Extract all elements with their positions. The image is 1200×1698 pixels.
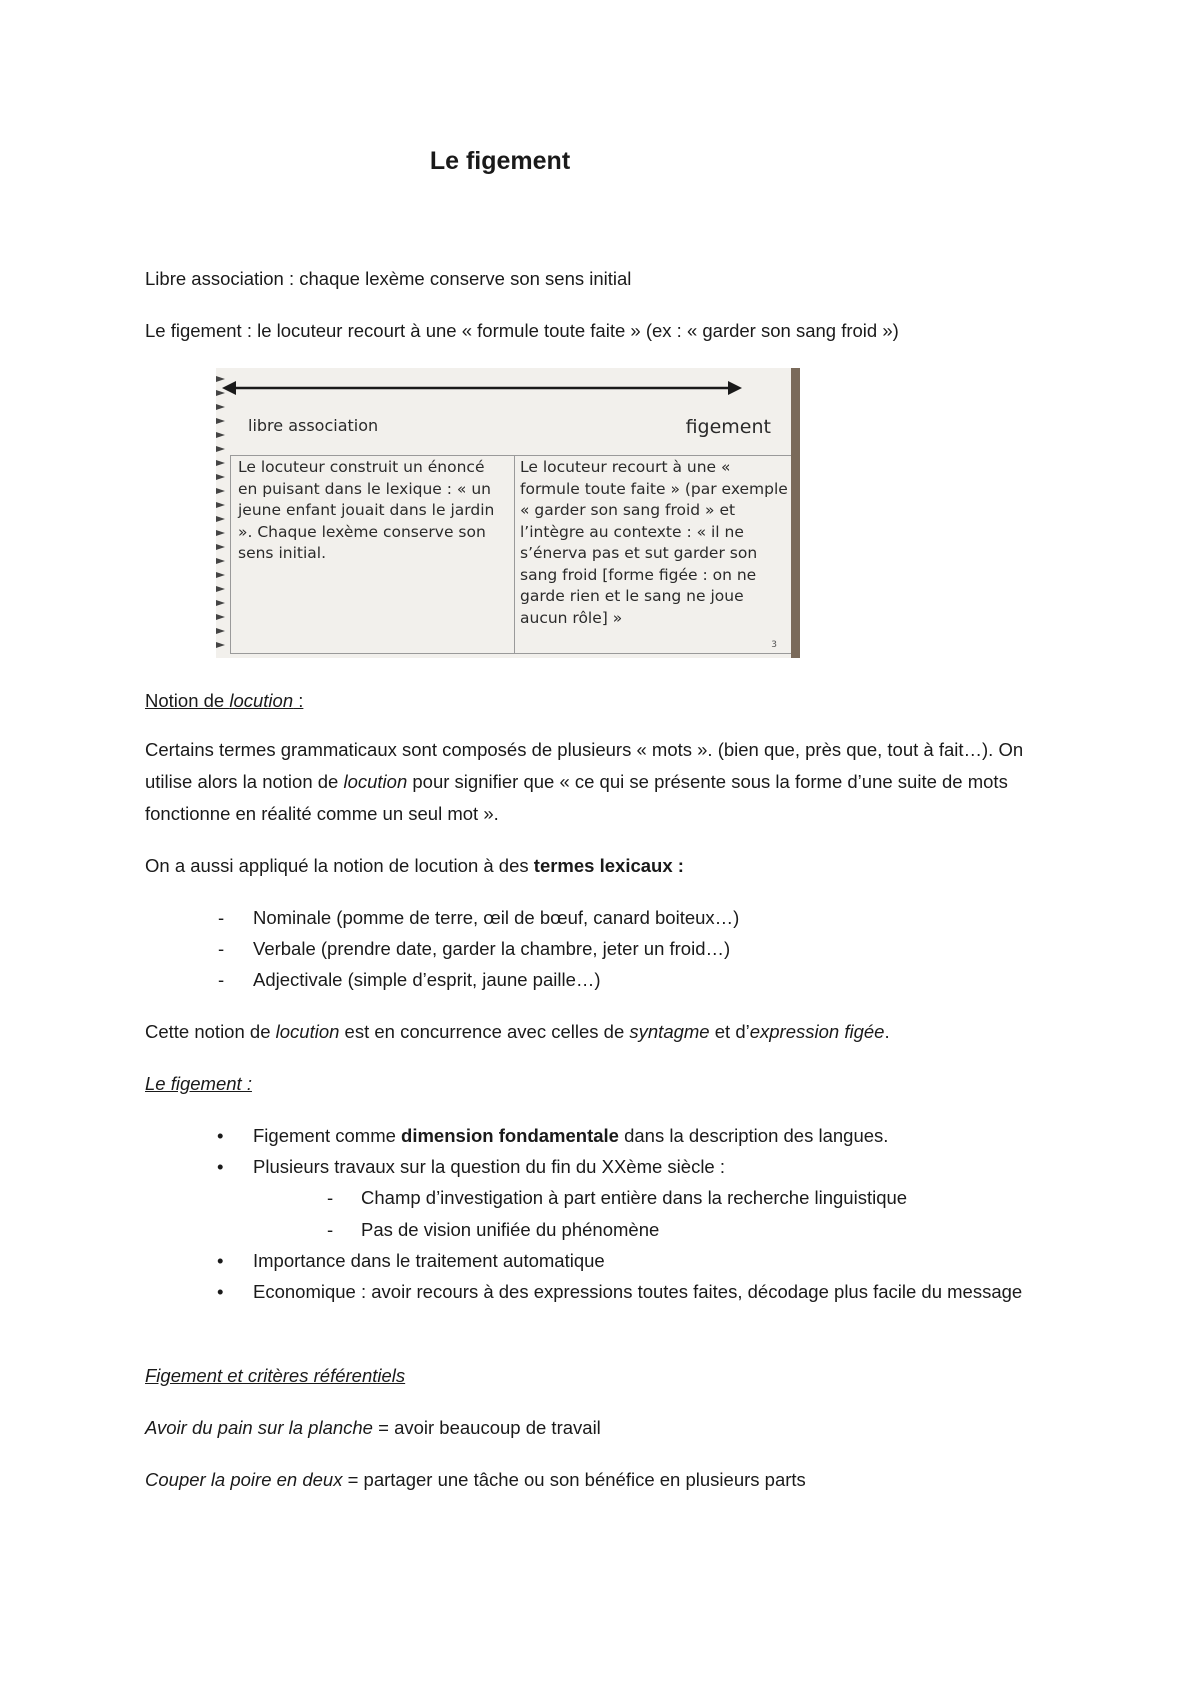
list-item-nominale: Nominale (pomme de terre, œil de bœuf, canard boiteux…) — [253, 907, 740, 928]
bullet-marker: • — [217, 1125, 224, 1146]
list-dash: - — [218, 938, 225, 959]
bullet-traitement-automatique: Importance dans le traitement automatique — [253, 1250, 605, 1271]
figure-label-libre-association: libre association — [248, 416, 379, 435]
double-arrow-icon — [222, 378, 742, 398]
list-item-adjectivale: Adjectivale (simple d’esprit, jaune paille…) — [253, 969, 601, 990]
page-title: Le figement — [429, 147, 571, 175]
bullet-dimension-fondamentale: Figement comme dimension fondamentale dans la description des langues. — [253, 1125, 889, 1146]
list-item-verbale: Verbale (prendre date, garder la chambre, jeter un froid…) — [253, 938, 731, 959]
intro-figement: Le figement : le locuteur recourt à une « formule toute faite » (ex : « garder son sang froid ») — [145, 320, 899, 341]
sublist-dash: - — [327, 1187, 334, 1208]
bullet-marker: • — [217, 1281, 224, 1302]
figement-diagram-image — [216, 368, 800, 658]
figure-label-figement: figement — [685, 416, 771, 438]
list-dash: - — [218, 907, 225, 928]
figure-left-edge-marks — [216, 368, 226, 658]
figure-divider-left — [230, 455, 231, 654]
paragraph-termes-lexicaux: On a aussi appliqué la notion de locution à des termes lexicaux : — [145, 855, 684, 876]
subitem-pas-de-vision: Pas de vision unifiée du phénomène — [361, 1219, 660, 1240]
paragraph-locution-definition: Certains termes grammaticaux sont composés de plusieurs « mots ». (bien que, près que, tout à fait…). On utilise alors la notion de locution pour signifier que « ce qui se présente sous la forme d’une suite de mots fonctionne en réalité comme un seul mot ». — [145, 739, 1024, 824]
example-couper-la-poire: Couper la poire en deux = partager une tâche ou son bénéfice en plusieurs parts — [145, 1469, 806, 1490]
heading-criteres-referentiels: Figement et critères référentiels — [145, 1365, 406, 1386]
heading-notion-de-locution: Notion de locution : — [145, 690, 304, 711]
list-dash: - — [218, 969, 225, 990]
bullet-plusieurs-travaux: Plusieurs travaux sur la question du fin du XXème siècle : — [253, 1156, 725, 1177]
intro-libre-association: Libre association : chaque lexème conserve son sens initial — [145, 268, 632, 289]
figure-divider-bottom — [230, 653, 791, 654]
subitem-champ-investigation: Champ d’investigation à part entière dans la recherche linguistique — [361, 1187, 908, 1208]
figure-cell-figement: Le locuteur recourt à une « formule toute faite » (par exemple « garder son sang froid » et l’intègre au contexte : « il ne s’énerva pas et sut garder son sang froid [forme figée : on ne garde rien et le sang ne joue aucun rôle] » — [520, 458, 788, 627]
bullet-marker: • — [217, 1156, 224, 1177]
figure-divider-horizontal — [230, 455, 791, 456]
figure-divider-vertical — [514, 455, 515, 654]
sublist-dash: - — [327, 1219, 334, 1240]
figure-page-number: 3 — [771, 640, 777, 650]
example-pain-sur-la-planche: Avoir du pain sur la planche = avoir beaucoup de travail — [145, 1417, 601, 1438]
heading-le-figement: Le figement : — [145, 1073, 252, 1094]
figure-cell-libre-association: Le locuteur construit un énoncé en puisant dans le lexique : « un jeune enfant jouait dans le jardin ». Chaque lexème conserve son sens initial. — [238, 458, 495, 562]
bullet-marker: • — [217, 1250, 224, 1271]
bullet-economique: Economique : avoir recours à des expressions toutes faites, décodage plus facile du message — [253, 1281, 1023, 1302]
paragraph-concurrence: Cette notion de locution est en concurrence avec celles de syntagme et d’expression figée. — [145, 1021, 890, 1042]
